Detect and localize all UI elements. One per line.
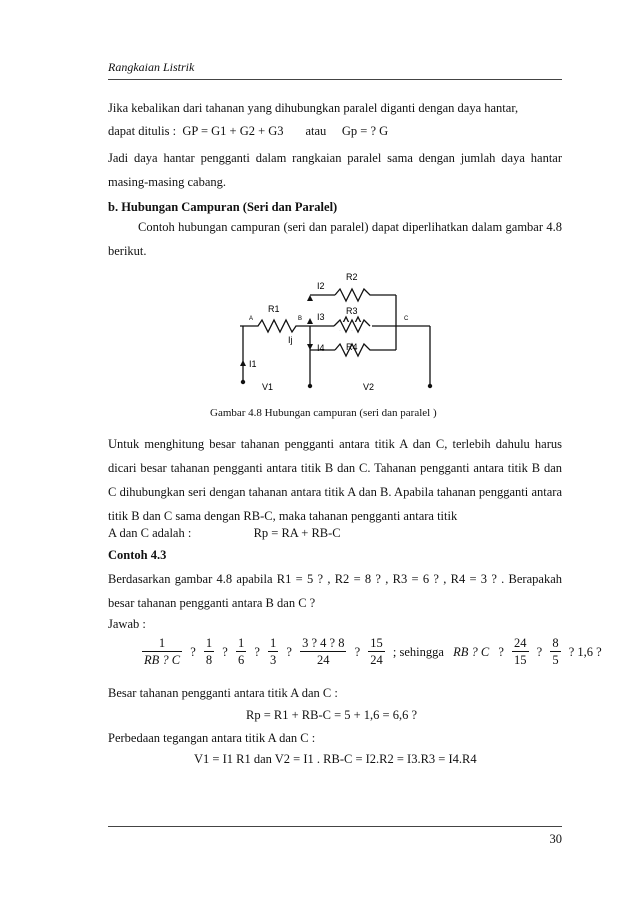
- voltage-formula: V1 = I1 R1 dan V2 = I1 . RB-C = I2.R2 = I3.R3 = I4.R4: [194, 752, 477, 766]
- section-heading: b. Hubungan Campuran (Seri dan Paralel): [108, 200, 338, 214]
- fraction-4: $\frac{1}{3}$: [270, 636, 277, 667]
- label-i2: I2: [317, 281, 325, 291]
- label-c: C: [404, 316, 409, 322]
- label-ij: Ij: [288, 335, 293, 345]
- label-b: B: [298, 316, 303, 322]
- example-heading: Contoh 4.3: [108, 548, 167, 562]
- label-r2: R2: [346, 272, 358, 282]
- label-i1: I1: [249, 359, 257, 369]
- figure-caption: Gambar 4.8 Hubungan campuran (seri dan paralel ): [210, 407, 437, 419]
- label-r4: R4: [346, 342, 358, 352]
- explanation-paragraph: Untuk menghitung besar tahanan pengganti antara titik A dan C, terlebih dahulu harus dicari besar tahanan pengganti antara titik B dan C. Tahanan pengganti antara titik B dan C dihubungkan seri dengan tahanan antara titik A dan B. Apabila tahanan pengganti antara titik B dan C sama dengan RB-C, maka tahanan pengganti antara titik: [108, 437, 562, 523]
- arrow-i1: [240, 360, 246, 366]
- total-resistance-result: Rp = R1 + RB-C = 5 + 1,6 = 6,6 ?: [246, 708, 418, 722]
- fraction-1: $\frac{1}{RB ? C}$: [144, 636, 181, 667]
- intro-or-text: atau: [305, 124, 327, 138]
- intro-formula-prefix: dapat ditulis :: [108, 124, 177, 138]
- conductance-sum-formula: Gp = ? G: [341, 124, 389, 138]
- intro-paragraph-2: Jadi daya hantar pengganti dalam rangkaian paralel sama dengan jumlah daya hantar masing-masing cabang.: [108, 151, 562, 189]
- explanation-last-line: [108, 526, 341, 541]
- arrow-i3: [307, 318, 313, 324]
- label-v1: V1: [262, 382, 274, 392]
- arrow-i2: [307, 295, 313, 301]
- label-i4: I4: [317, 343, 325, 353]
- voltage-difference-label: Perbedaan tegangan antara titik A dan C :: [108, 731, 316, 745]
- conductance-formula: GP = G1 + G2 + G3: [182, 124, 284, 138]
- circuit-figure: [0, 270, 638, 400]
- intro-line-1: Jika kebalikan dari tahanan yang dihubungkan paralel diganti dengan daya hantar,: [108, 101, 519, 115]
- total-resistance-label: Besar tahanan pengganti antara titik A dan C :: [108, 686, 338, 700]
- fraction-7: $\frac{24}{15}$: [514, 636, 527, 667]
- fraction-3: $\frac{1}{6}$: [237, 636, 245, 667]
- terminal-v1-b: [308, 384, 312, 388]
- header-rule: [108, 79, 562, 80]
- terminal-v1: [241, 380, 245, 384]
- label-v2: V2: [363, 382, 375, 392]
- fraction-6: $\frac{15}{24}$: [370, 636, 383, 667]
- section-intro-text: Contoh hubungan campuran (seri dan paralel) dapat diperlihatkan dalam gambar 4.8 berikut.: [108, 220, 562, 258]
- sehingga-text: ; sehingga: [392, 645, 444, 659]
- total-resistance-formula: Rp = RA + RB-C: [253, 526, 341, 540]
- rbc-label: RB ? C: [453, 645, 490, 659]
- page-number: 30: [549, 832, 562, 846]
- label-i3: I3: [317, 312, 325, 322]
- answer-label: Jawab :: [108, 617, 146, 631]
- fraction-2: $\frac{1}{8}$: [205, 636, 213, 667]
- label-a: A: [249, 316, 254, 322]
- running-header: Rangkaian Listrik: [108, 60, 195, 74]
- resistor-r2: [335, 289, 396, 301]
- example-question: Berdasarkan gambar 4.8 apabila R1 = 5 ? , R2 = 8 ? , R3 = 6 ? , R4 = 3 ? . Berapakah besar tahanan pengganti antara B dan C ?: [108, 572, 562, 610]
- resistor-r4: [335, 344, 396, 356]
- footer-rule: [108, 826, 562, 827]
- fraction-5: $\frac{3 ? 4 ? 8}{24}$: [302, 636, 345, 667]
- arrow-i4: [307, 344, 313, 350]
- intro-formula-line: [108, 124, 388, 139]
- fraction-8: $\frac{8}{5}$: [552, 636, 559, 667]
- label-r1: R1: [268, 304, 280, 314]
- label-r3: R3: [346, 306, 358, 316]
- terminal-v2: [428, 384, 432, 388]
- equation-tail: ? 1,6 ?: [568, 645, 602, 659]
- equation-block: $\frac{1}{RB ? C}$ ? $\frac{1}{8}$ ? $\frac{1}{6}$ ? $\frac{1}{3}$ ? $\frac{3 ? 4 ? 8}{24}$ ? $\frac{15}{24}$ ; sehingga RB ? C ? $\frac{24}{15}$ ? $\frac{8}{5}$ ? 1,6 ?: [144, 636, 602, 667]
- explanation-prefix: A dan C adalah :: [108, 526, 192, 540]
